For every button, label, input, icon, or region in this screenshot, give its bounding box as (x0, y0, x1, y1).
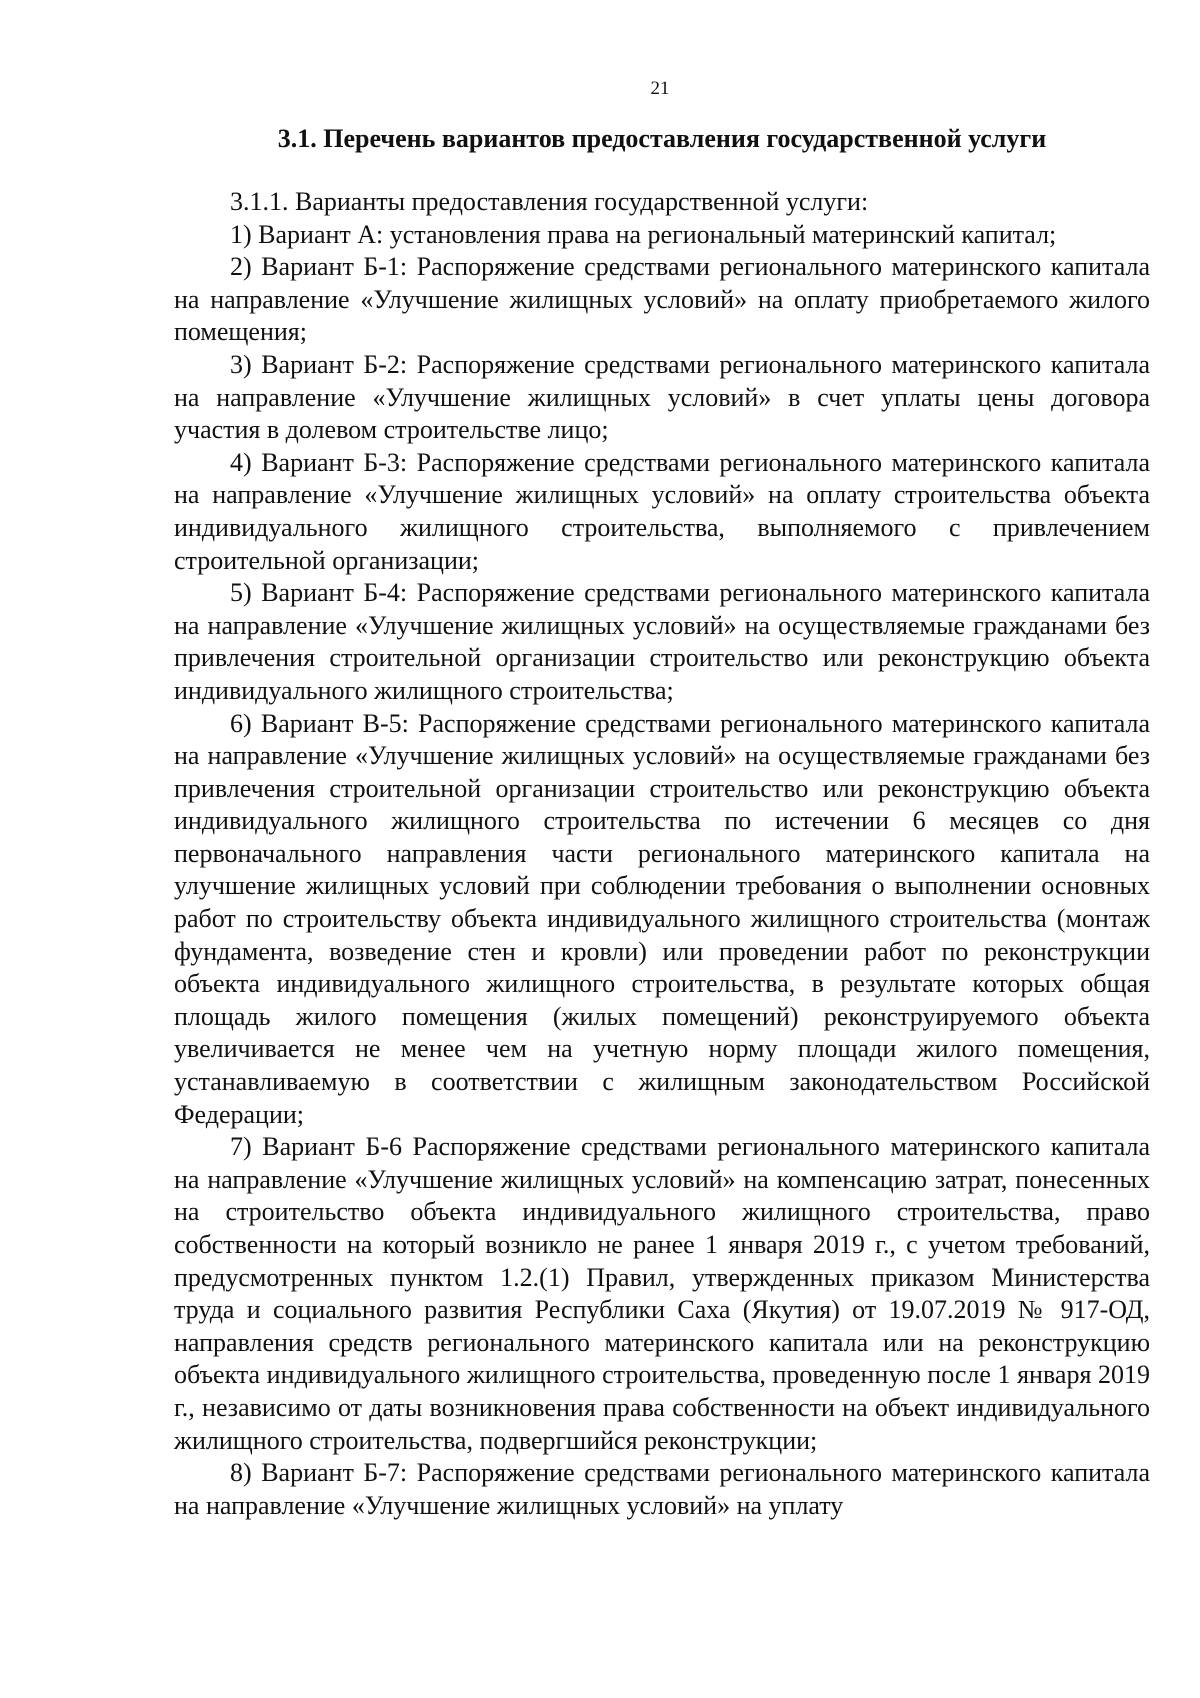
page-number: 21 (650, 78, 670, 99)
paragraph-variant-b1: 2) Вариант Б-1: Распоряжение средствами регионального материнского капитала на направление «Улучшение жилищных условий» на оплату приобретаемого жилого помещения; (174, 252, 1150, 347)
paragraph-variant-b4: 5) Вариант Б-4: Распоряжение средствами регионального материнского капитала на направление «Улучшение жилищных условий» на осуществляемые гражданами без привлечения строительной организации строительство или реконструкцию объекта индивидуального жилищного строительства; (174, 578, 1150, 705)
document-body (174, 186, 1150, 1522)
paragraph-variant-a: 1) Вариант А: установления права на региональный материнский капитал; (230, 219, 1057, 249)
paragraph-variant-b2: 3) Вариант Б-2: Распоряжение средствами регионального материнского капитала на направление «Улучшение жилищных условий» в счет уплаты цены договора участия в долевом строительстве лицо; (174, 349, 1150, 445)
paragraph-variant-v5: 6) Вариант В-5: Распоряжение средствами регионального материнского капитала на направление «Улучшение жилищных условий» на осуществляемые гражданами без привлечения строительной организации строительство или реконструкцию объекта индивидуального жилищного строительства по истечении 6 месяцев со дня первоначального направления части регионального материнского капитала на улучшение жилищных условий при соблюдении требования о выполнении основных работ по строительству объекта индивидуального жилищного строительства (монтаж фундамента, возведение стен и кровли) или проведении работ по реконструкции объекта индивидуального жилищного строительства, в результате которых общая площадь жилого помещения (жилых помещений) реконструируемого объекта увеличивается не менее чем на учетную норму площади жилого помещения, устанавливаемую в соответствии с жилищным законодательством Российской Федерации; (174, 708, 1150, 1129)
paragraph-variant-b3: 4) Вариант Б-3: Распоряжение средствами регионального материнского капитала на направление «Улучшение жилищных условий» на оплату строительства объекта индивидуального жилищного строительства, выполняемого с привлечением строительной организации; (174, 447, 1150, 575)
section-heading: 3.1. Перечень вариантов предоставления государственной услуги (277, 124, 1047, 153)
paragraph-intro: 3.1.1. Варианты предоставления государственной услуги: (230, 187, 869, 216)
paragraph-variant-b6: 7) Вариант Б-6 Распоряжение средствами регионального материнского капитала на направление «Улучшение жилищных условий» на компенсацию затрат, понесенных на строительство объекта индивидуального жилищного строительства, право собственности на который возникло не ранее 1 января 2019 г., с учетом требований, предусмотренных пунктом 1.2.(1) Правил, утвержденных приказом Министерства труда и социального развития Республики Саха (Якутия) от 19.07.2019 № 917-ОД, направления средств регионального материнского капитала или на реконструкцию объекта индивидуального жилищного строительства, проведенную после 1 января 2019 г., независимо от даты возникновения права собственности на объект индивидуального жилищного строительства, подвергшийся реконструкции; (174, 1132, 1150, 1455)
paragraph-variant-b7: 8) Вариант Б-7: Распоряжение средствами регионального материнского капитала на направление «Улучшение жилищных условий» на уплату (174, 1458, 1150, 1520)
